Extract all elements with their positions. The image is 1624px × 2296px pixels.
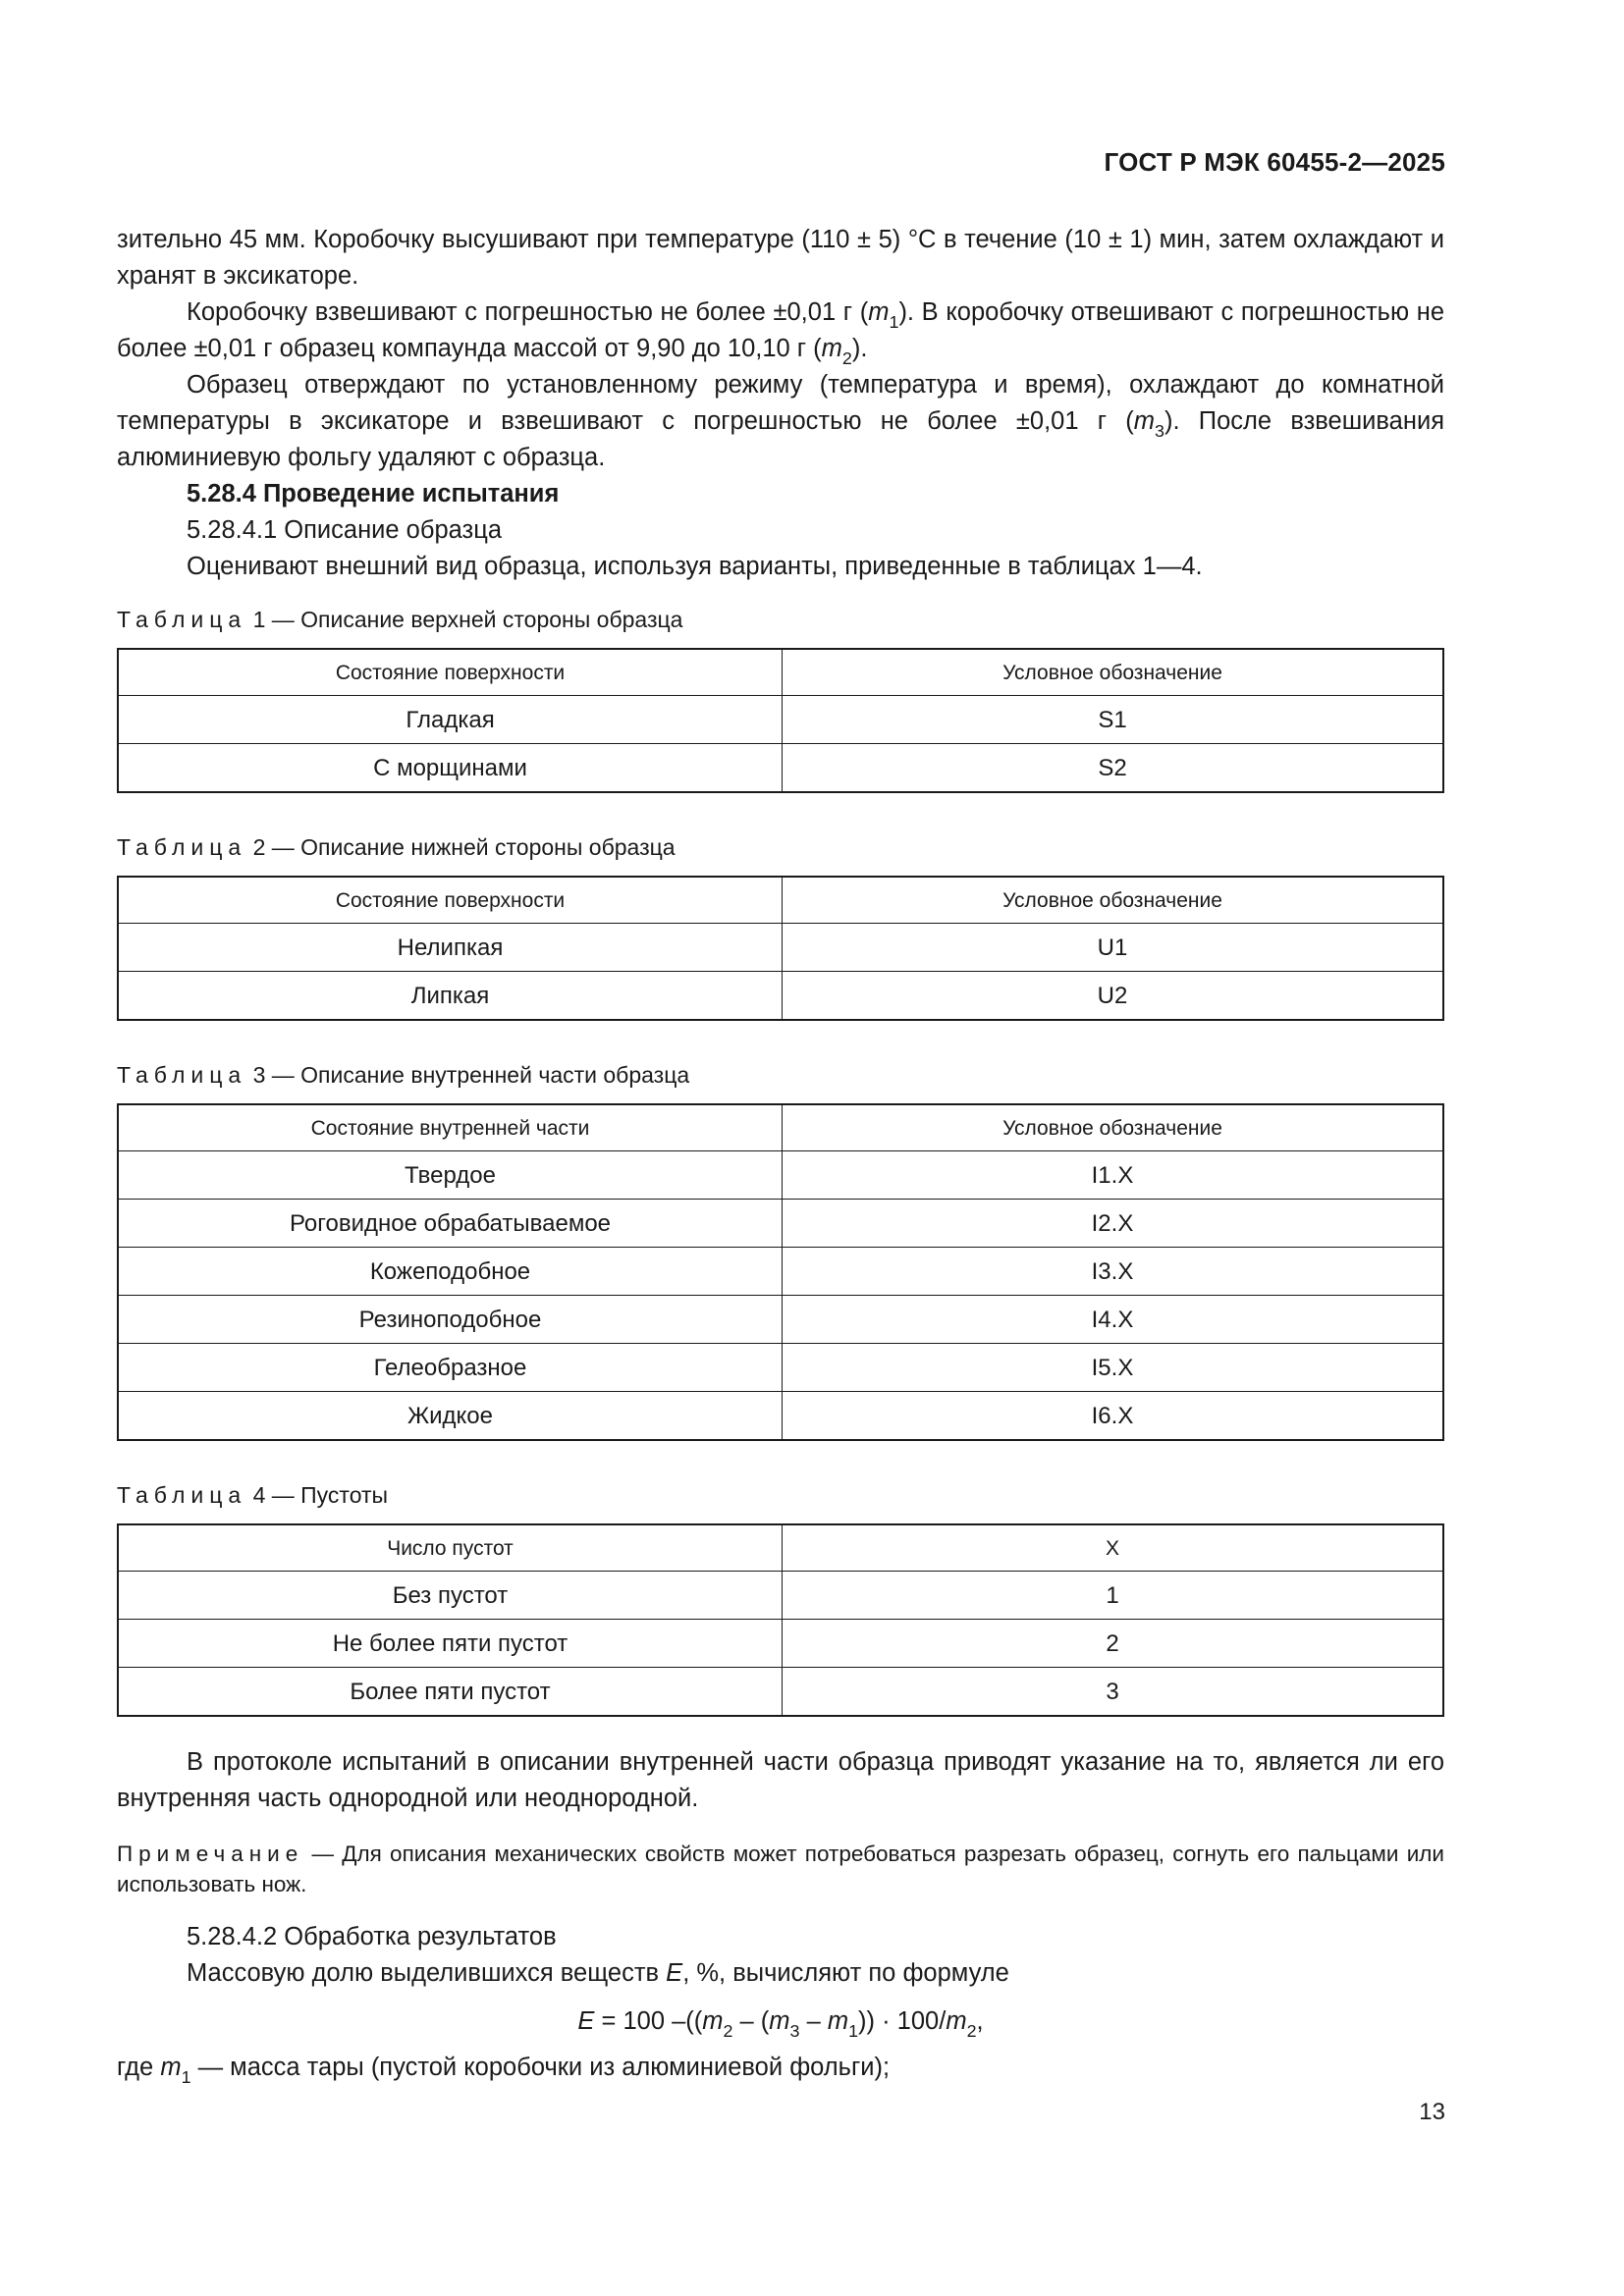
table-cell: 1 (783, 1572, 1444, 1620)
table-cell: Липкая (118, 972, 783, 1021)
table-row (118, 972, 1443, 1021)
table-2-caption: Таблица 2 — Описание нижней стороны образца (117, 834, 676, 860)
table-cell: I1.X (783, 1151, 1444, 1200)
table-cell: S1 (783, 696, 1444, 744)
table-cell: Кожеподобное (118, 1248, 783, 1296)
document-id-header: ГОСТ Р МЭК 60455-2—2025 (1104, 147, 1445, 177)
paragraph-weighing: Коробочку взвешивают с погрешностью не более ±0,01 г $(m_1)$. В коробочку отвешивают с погрешностью не более ±0,01 г образец компаунда массой от 9,90 до 10,10 г $(m_2)$. (117, 298, 1444, 368)
paragraph-drying: зительно 45 мм. Коробочку высушивают при температуре (110 ± 5) °C в течение (10 ± 1) мин, затем охлаждают и хранят в эксикаторе. (117, 226, 1444, 290)
table-header-cell: Условное обозначение (783, 649, 1444, 696)
formula: E = 100 $-((m_2 - (m_3 - m_1)) \cdot 100/m_2$, (577, 2007, 984, 2041)
table-row (118, 1248, 1443, 1296)
table-row (118, 1151, 1443, 1200)
table-1-top-side (117, 648, 1444, 793)
note (117, 1839, 1444, 1899)
table-header-cell: Состояние поверхности (118, 877, 783, 924)
section-heading-5-28-4-2: 5.28.4.2 Обработка результатов (187, 1923, 557, 1950)
table-header-cell: Условное обозначение (783, 1104, 1444, 1151)
paragraph-curing: Образец отверждают по установленному режиму (температура и время), охлаждают до комнатной температуры в эксикаторе и взвешивают с погрешностью не более ±0,01 г $(m_3)$. После взвешивания алюминиевую фольгу удаляют с образца. (117, 371, 1444, 471)
table-cell: U2 (783, 972, 1444, 1021)
paragraph-protocol: В протоколе испытаний в описании внутренней части образца приводят указание на то, является ли его внутренняя часть однородной или неоднородной. (117, 1748, 1444, 1812)
table-header-cell: Состояние поверхности (118, 649, 783, 696)
table-cell: I3.X (783, 1248, 1444, 1296)
table-header-cell: X (783, 1524, 1444, 1572)
section-heading-5-28-4-1: 5.28.4.1 Описание образца (187, 516, 503, 544)
table-3-caption: Таблица 3 — Описание внутренней части образца (117, 1062, 690, 1088)
table-cell: Гладкая (118, 696, 783, 744)
table-cell: Роговидное обрабатываемое (118, 1200, 783, 1248)
table-row (118, 1344, 1443, 1392)
table-header-row (118, 877, 1443, 924)
table-cell: Без пустот (118, 1572, 783, 1620)
table-cell: Гелеобразное (118, 1344, 783, 1392)
table-header-row (118, 649, 1443, 696)
note-text: — Для описания механических свойств может потребоваться разрезать образец, согнуть его пальцами или использовать нож. (117, 1842, 1444, 1896)
page-content (117, 222, 1444, 2086)
table-header-cell: Число пустот (118, 1524, 783, 1572)
table-row (118, 1392, 1443, 1441)
table-row (118, 924, 1443, 972)
section-heading-5-28-4: 5.28.4 Проведение испытания (187, 480, 560, 507)
table-row (118, 696, 1443, 744)
paragraph-mass-fraction: Массовую долю выделившихся веществ E, %, вычисляют по формуле (187, 1959, 1009, 1987)
table-cell: Жидкое (118, 1392, 783, 1441)
table-cell: U1 (783, 924, 1444, 972)
table-cell: Твердое (118, 1151, 783, 1200)
table-4-caption: Таблица 4 — Пустоты (117, 1482, 389, 1508)
table-cell: I2.X (783, 1200, 1444, 1248)
table-4-voids (117, 1523, 1444, 1717)
table-row (118, 1572, 1443, 1620)
table-cell: I6.X (783, 1392, 1444, 1441)
table-row (118, 744, 1443, 793)
table-row (118, 1668, 1443, 1717)
table-cell: S2 (783, 744, 1444, 793)
table-header-cell: Условное обозначение (783, 877, 1444, 924)
table-1-caption: Таблица 1 — Описание верхней стороны образца (117, 607, 683, 632)
table-3-inner-part (117, 1103, 1444, 1441)
table-header-row (118, 1104, 1443, 1151)
page-number: 13 (1419, 2099, 1445, 2125)
note-label: Примечание (117, 1842, 304, 1866)
table-row (118, 1620, 1443, 1668)
table-cell: Более пяти пустот (118, 1668, 783, 1717)
table-cell: I4.X (783, 1296, 1444, 1344)
table-cell: С морщинами (118, 744, 783, 793)
table-cell: 2 (783, 1620, 1444, 1668)
paragraph-where-m1: где $m_1$ — масса тары (пустой коробочки из алюминиевой фольги); (117, 2054, 891, 2087)
table-2-bottom-side (117, 876, 1444, 1021)
table-header-cell: Состояние внутренней части (118, 1104, 783, 1151)
table-cell: I5.X (783, 1344, 1444, 1392)
table-cell: Нелипкая (118, 924, 783, 972)
table-cell: Резиноподобное (118, 1296, 783, 1344)
table-header-row (118, 1524, 1443, 1572)
table-row (118, 1296, 1443, 1344)
table-cell: Не более пяти пустот (118, 1620, 783, 1668)
table-row (118, 1200, 1443, 1248)
paragraph-evaluate-appearance: Оценивают внешний вид образца, используя варианты, приведенные в таблицах 1—4. (187, 553, 1203, 580)
table-cell: 3 (783, 1668, 1444, 1717)
